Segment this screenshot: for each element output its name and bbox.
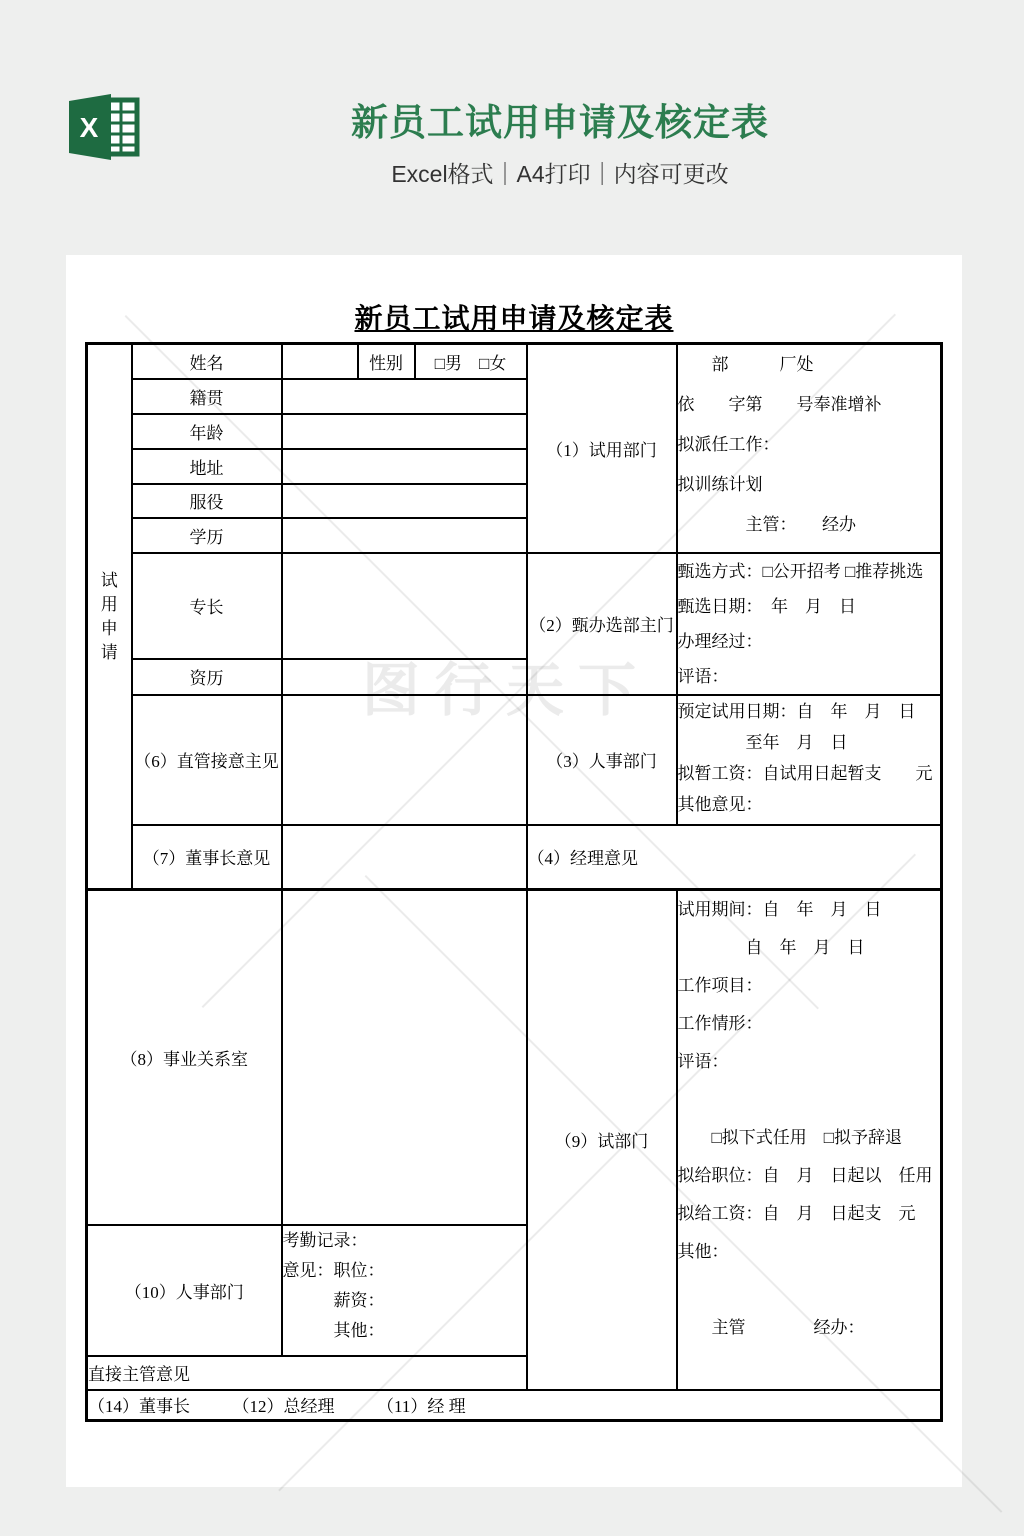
section-9-line: 工作项目： — [677, 976, 763, 995]
section-1-content — [677, 344, 942, 553]
address-input-cell[interactable] — [282, 449, 527, 484]
section-10-label: （10）人事部门 — [87, 1225, 282, 1356]
watermark-text: 图行天下 — [362, 656, 651, 724]
header-text — [96, 92, 1024, 189]
address-label: 地址 — [132, 449, 282, 484]
name-input-cell[interactable] — [282, 344, 358, 379]
section-2-line: 甄选日期： 年 月 日 — [677, 596, 856, 616]
section-9-line: 评语： — [677, 1052, 729, 1071]
application-form-table — [85, 342, 943, 1422]
section-3-content — [677, 695, 942, 825]
document-page — [66, 255, 962, 1487]
section-3-line: 至年 月 日 — [677, 732, 848, 752]
section-9-content — [677, 890, 942, 1390]
section-2-label: （2）甄办选部主门 — [527, 553, 677, 695]
section-2-content — [677, 553, 942, 695]
section-10-line: 意见：职位： — [282, 1260, 385, 1280]
education-label: 学历 — [132, 518, 282, 553]
gender-label: 性别 — [358, 344, 415, 379]
age-label: 年龄 — [132, 414, 282, 449]
section-10-line: 其他： — [282, 1320, 385, 1340]
section-7-input-cell[interactable] — [282, 825, 527, 890]
section-2-line: 甄选方式：□公开招考 □推荐挑选 — [677, 561, 924, 581]
section-9-line: 拟给职位：自 月 日起以 任用 — [677, 1166, 933, 1185]
section-4-label: （4）经理意见 — [527, 825, 942, 890]
section-9-line[interactable]: □拟下式任用 □拟予辞退 — [677, 1128, 903, 1147]
section-3-line: 拟暂工资：自试用日起暂支 元 — [677, 763, 933, 783]
qualification-input-cell[interactable] — [282, 659, 527, 695]
section-1-label: （1）试用部门 — [527, 344, 677, 553]
section-1-line: 拟派任工作： — [677, 435, 780, 454]
section-2-line: 评语： — [677, 666, 729, 686]
section-9-line — [678, 1271, 941, 1309]
section-6-input-cell[interactable] — [282, 695, 527, 825]
age-input-cell[interactable] — [282, 414, 527, 449]
page-title: 新员工试用申请及核定表 — [351, 102, 769, 143]
section-1-line: 部 厂处 — [677, 355, 814, 374]
section-3-line: 预定试用日期：自 年 月 日 — [677, 701, 916, 721]
section-9-line: 自 年 月 日 — [677, 938, 865, 957]
education-input-cell[interactable] — [282, 518, 527, 553]
native-place-label: 籍贯 — [132, 379, 282, 414]
section-3-line: 其他意见： — [677, 794, 763, 814]
section-9-label: （9）试部门 — [527, 890, 677, 1390]
section-9-line: 主管 经办： — [677, 1318, 865, 1337]
section-9-line — [678, 1081, 941, 1119]
section-1-line: 依 字第 号奉准增补 — [677, 395, 882, 414]
direct-supervisor-label: 直接主管意见 — [87, 1356, 527, 1390]
section-1-line: 主管： 经办 — [677, 515, 856, 534]
name-label: 姓名 — [132, 344, 282, 379]
native-place-input-cell[interactable] — [282, 379, 527, 414]
section-9-line: 试用期间：自 年 月 日 — [677, 900, 882, 919]
page-subtitle: Excel格式｜A4打印｜内容可更改 — [391, 161, 729, 187]
section-8-input-cell[interactable] — [282, 890, 527, 1225]
signature-row: （14）董事长 （12）总经理 （11）经 理 — [87, 1390, 942, 1421]
page-header — [0, 0, 1024, 255]
section-6-label: （6）直管接意主见 — [132, 695, 282, 825]
side-band — [87, 344, 132, 890]
specialty-input-cell[interactable] — [282, 553, 527, 660]
specialty-label: 专长 — [132, 553, 282, 660]
section-2-line: 办理经过： — [677, 631, 763, 651]
form-title: 新员工试用申请及核定表 — [354, 304, 674, 335]
gender-checkboxes[interactable]: □男 □女 — [415, 344, 527, 379]
section-9-line: 工作情形： — [677, 1014, 763, 1033]
section-1-line: 拟训练计划 — [677, 475, 763, 494]
qualification-label: 资历 — [132, 659, 282, 695]
section-9-line: 拟给工资：自 月 日起支 元 — [677, 1204, 916, 1223]
side-band-label: 试用申请 — [100, 570, 118, 662]
section-8-label: （8）事业关系室 — [87, 890, 282, 1225]
section-10-content — [282, 1225, 527, 1356]
service-input-cell[interactable] — [282, 484, 527, 518]
service-label: 服役 — [132, 484, 282, 518]
section-7-label: （7）董事长意见 — [132, 825, 282, 890]
section-3-label: （3）人事部门 — [527, 695, 677, 825]
svg-text:X: X — [79, 112, 99, 143]
section-9-line: 其他： — [677, 1242, 729, 1261]
section-10-line: 薪资： — [282, 1290, 385, 1310]
section-10-line: 考勤记录： — [282, 1230, 368, 1250]
